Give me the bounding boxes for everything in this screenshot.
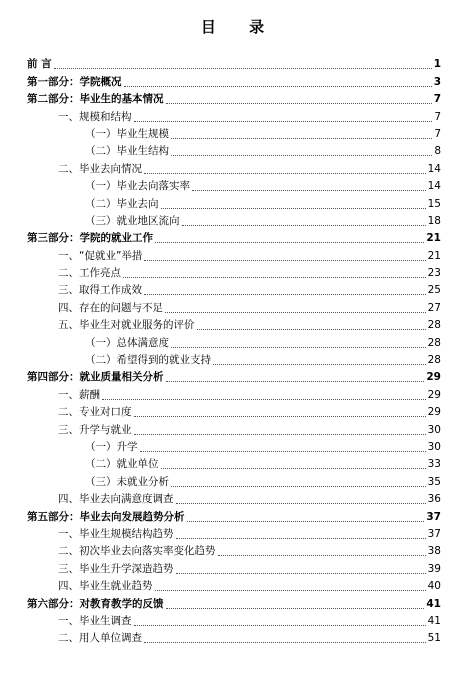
toc-entry[interactable]: [27, 524, 441, 541]
toc-entry-page: 1: [433, 58, 441, 71]
dot-leader: [155, 589, 426, 591]
toc-entry-label: （一）毕业去向落实率: [85, 180, 190, 193]
toc-entry[interactable]: [27, 211, 441, 228]
toc-entry[interactable]: [27, 106, 441, 123]
dot-leader: [192, 189, 426, 191]
dot-leader: [102, 398, 426, 400]
toc-entry-page: 15: [427, 197, 441, 210]
toc-entry-page: 21: [427, 249, 441, 262]
toc-entry-label: 三、取得工作成效: [58, 284, 142, 297]
toc-entry-page: 35: [427, 475, 441, 488]
toc-entry-page: 18: [427, 214, 441, 227]
dot-leader: [54, 67, 432, 69]
dot-leader: [165, 311, 426, 313]
toc-entry[interactable]: [27, 593, 441, 610]
toc-entry-label: （一）升学: [85, 440, 138, 453]
toc-entry-label: （二）毕业去向: [85, 197, 159, 210]
dot-leader: [166, 380, 425, 382]
dot-leader: [144, 172, 426, 174]
toc-entry-label: 第六部分：对教育教学的反馈: [27, 597, 164, 610]
toc-entry-label: 四、存在的问题与不足: [58, 301, 163, 314]
dot-leader: [134, 433, 426, 435]
toc-entry-page: 29: [427, 406, 441, 419]
toc-entry-label: 二、用人单位调查: [58, 632, 142, 645]
dot-leader: [197, 328, 426, 330]
toc-entry-label: 四、毕业去向满意度调查: [58, 493, 174, 506]
toc-entry-page: 38: [427, 545, 441, 558]
dot-leader: [176, 502, 426, 504]
toc-entry-page: 7: [434, 110, 441, 123]
toc-entry-page: 21: [426, 232, 441, 245]
dot-leader: [140, 450, 426, 452]
toc-entry-page: 25: [427, 284, 441, 297]
toc-entry-page: 37: [427, 527, 441, 540]
dot-leader: [213, 363, 426, 365]
toc-entry-page: 29: [427, 388, 441, 401]
dot-leader: [134, 624, 426, 626]
toc-entry[interactable]: [27, 245, 441, 262]
dot-leader: [176, 572, 426, 574]
toc-entry-label: 第四部分：就业质量相关分析: [27, 371, 164, 384]
toc-entry-page: 51: [427, 632, 441, 645]
page-title: 目 录: [200, 18, 279, 36]
toc-entry[interactable]: [27, 71, 441, 88]
dot-leader: [134, 415, 426, 417]
dot-leader: [187, 520, 425, 522]
toc-entry[interactable]: [27, 158, 441, 175]
toc-entry[interactable]: [27, 297, 441, 314]
dot-leader: [123, 276, 426, 278]
toc-entry-label: （一）总体满意度: [85, 336, 169, 349]
toc-entry-page: 30: [427, 440, 441, 453]
toc-entry-label: 第三部分：学院的就业工作: [27, 232, 153, 245]
toc-entry[interactable]: [27, 124, 441, 141]
toc-entry[interactable]: [27, 558, 441, 575]
toc-entry-label: 二、毕业去向情况: [58, 162, 142, 175]
toc-entry-page: 28: [427, 336, 441, 349]
toc-entry-label: 一、“促就业”举措: [58, 249, 143, 262]
toc-entry[interactable]: [27, 280, 441, 297]
toc-entry[interactable]: [27, 332, 441, 349]
toc-entry-page: 29: [426, 371, 441, 384]
dot-leader: [161, 467, 426, 469]
toc-entry[interactable]: [27, 263, 441, 280]
toc-entry-page: 14: [427, 180, 441, 193]
toc-entry-label: 二、专业对口度: [58, 406, 132, 419]
toc-entry[interactable]: [27, 541, 441, 558]
toc-entry-page: 40: [427, 580, 441, 593]
toc-entry-label: 一、薪酬: [58, 388, 100, 401]
dot-leader: [182, 224, 426, 226]
toc-entry[interactable]: [27, 576, 441, 593]
toc-entry-page: 23: [427, 267, 441, 280]
toc-entry[interactable]: [27, 89, 441, 106]
toc-entry-label: （三）就业地区流向: [85, 214, 180, 227]
toc-entry-label: （二）就业单位: [85, 458, 159, 471]
toc-entry-page: 28: [427, 319, 441, 332]
toc-entry-label: 二、初次毕业去向落实率变化趋势: [58, 545, 216, 558]
toc-entry-page: 30: [427, 423, 441, 436]
toc-entry-label: 三、毕业生升学深造趋势: [58, 562, 174, 575]
dot-leader: [144, 259, 425, 261]
toc-entry[interactable]: [27, 367, 441, 384]
toc-entry-page: 33: [427, 458, 441, 471]
dot-leader: [171, 154, 432, 156]
toc-entry-label: （二）希望得到的就业支持: [85, 354, 211, 367]
toc-entry[interactable]: [27, 611, 441, 628]
toc-entry-page: 39: [427, 562, 441, 575]
toc-entry-page: 3: [433, 75, 441, 88]
toc-entry[interactable]: [27, 402, 441, 419]
toc-entry[interactable]: [27, 419, 441, 436]
toc-entry[interactable]: [27, 454, 441, 471]
dot-leader: [161, 207, 426, 209]
toc-entry-label: 五、毕业生对就业服务的评价: [58, 319, 195, 332]
dot-leader: [171, 346, 426, 348]
dot-leader: [176, 537, 426, 539]
toc-entry-label: （二）毕业生结构: [85, 145, 169, 158]
toc-entry-page: 37: [426, 510, 441, 523]
toc-entry-page: 8: [434, 145, 441, 158]
toc-entry[interactable]: [27, 141, 441, 158]
dot-leader: [144, 293, 426, 295]
dot-leader: [171, 137, 432, 139]
toc-entry-label: 第五部分：毕业去向发展趋势分析: [27, 510, 185, 523]
dot-leader: [134, 120, 433, 122]
toc-entry[interactable]: [27, 228, 441, 245]
toc-entry[interactable]: [27, 54, 441, 71]
toc-entry-page: 41: [427, 614, 441, 627]
toc-entry-label: （一）毕业生规模: [85, 127, 169, 140]
toc-entry-label: 一、规模和结构: [58, 110, 132, 123]
toc-entry-page: 27: [427, 301, 441, 314]
toc-entry-label: 三、升学与就业: [58, 423, 132, 436]
toc-entry[interactable]: [27, 315, 441, 332]
dot-leader: [124, 85, 432, 87]
toc-entry[interactable]: [27, 489, 441, 506]
toc-entry-label: 一、毕业生调查: [58, 614, 132, 627]
table-of-contents: [27, 54, 441, 645]
toc-entry[interactable]: [27, 628, 441, 645]
toc-entry-page: 41: [426, 597, 441, 610]
toc-entry[interactable]: [27, 350, 441, 367]
toc-entry-page: 7: [433, 93, 441, 106]
dot-leader: [166, 607, 425, 609]
toc-entry-page: 7: [434, 127, 441, 140]
toc-entry-page: 14: [427, 162, 441, 175]
toc-entry-label: 前 言: [27, 58, 52, 71]
toc-entry-label: 第一部分：学院概况: [27, 75, 122, 88]
toc-entry-page: 36: [427, 493, 441, 506]
toc-entry[interactable]: [27, 176, 441, 193]
toc-entry-label: 第二部分：毕业生的基本情况: [27, 93, 164, 106]
toc-entry[interactable]: [27, 384, 441, 401]
dot-leader: [218, 554, 426, 556]
toc-entry[interactable]: [27, 193, 441, 210]
dot-leader: [166, 102, 432, 104]
toc-entry[interactable]: [27, 471, 441, 488]
toc-entry-page: 28: [427, 354, 441, 367]
toc-entry-label: 二、工作亮点: [58, 267, 121, 280]
dot-leader: [144, 641, 426, 643]
toc-entry-label: 一、毕业生规模结构趋势: [58, 527, 174, 540]
toc-entry-label: （三）未就业分析: [85, 475, 169, 488]
dot-leader: [171, 485, 426, 487]
dot-leader: [155, 241, 424, 243]
toc-entry[interactable]: [27, 437, 441, 454]
toc-entry[interactable]: [27, 506, 441, 523]
toc-entry-label: 四、毕业生就业趋势: [58, 580, 153, 593]
